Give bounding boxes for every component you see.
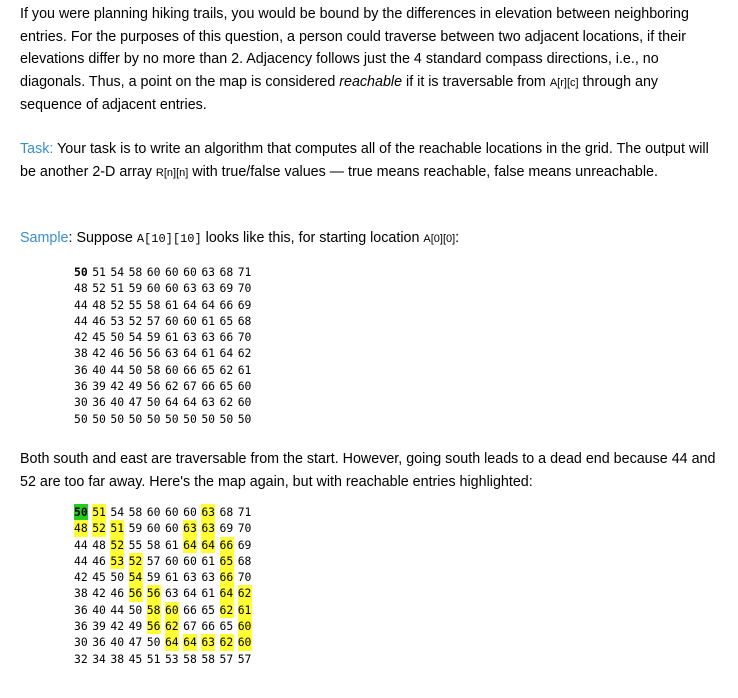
grid-row [74,329,256,345]
grid-cell: 64 [183,635,197,650]
grid-cell: 51 [110,281,125,296]
grid-cell: 66 [219,537,234,552]
grid-cell: 60 [164,505,179,519]
grid-cell: 48 [92,537,106,552]
grid-cell: 59 [146,330,161,345]
sample-text: Suppose [72,230,137,246]
grid-cell: 61 [164,570,179,585]
grid-cell: 32 [74,651,88,666]
grid-cell: 63 [201,570,216,585]
grid-cell: 62 [219,395,234,410]
grid-cell: 48 [74,521,88,536]
grid-cell: 63 [183,281,197,296]
grid-cell: 50 [74,411,88,426]
grid-cell: 36 [92,635,106,650]
grid-cell: 53 [110,553,125,568]
grid-cell: 59 [128,521,143,536]
grid-cell: 36 [74,362,88,377]
grid-cell: 62 [164,619,179,634]
grid-cell: 67 [183,379,197,394]
grid-cell: 60 [237,635,252,650]
grid-cell: 50 [92,411,106,426]
grid-cell: 60 [146,281,161,296]
grid-cell: 61 [201,346,216,361]
grid-cell: 62 [219,602,234,617]
grid-cell: 55 [128,297,143,312]
grid-cell: 42 [92,346,106,361]
grid-cell: 38 [110,651,125,666]
grid-cell: 54 [128,330,143,345]
grid-cell: 62 [219,362,234,377]
grid-cell: 63 [201,281,216,296]
output-array-code: R[n][n] [155,166,189,179]
start-code: A[0][0] [423,233,456,245]
sample-text-end: : [455,230,460,246]
intro-text: If you were planning hiking trails, you would be bound by the differences in elevation between neighboring entries. For the purposes of this question, a person could traverse between two adjacent locations, if their elevations differ by no more than 2. Adjacency follows just the 4 standard compass directions, i.e., no diagonals. Thus, a point on the map is considered [20,6,689,90]
grid-cell: 51 [92,265,106,279]
grid-cell: 63 [201,505,216,519]
grid-cell: 48 [74,281,88,296]
grid-row [74,553,256,569]
grid-row [74,313,256,329]
grid-cell: 42 [92,586,106,601]
grid-cell: 63 [201,635,216,650]
grid-cell: 70 [237,281,252,296]
task-paragraph [20,138,720,184]
grid-cell: 58 [146,297,161,312]
grid-cell: 38 [74,346,88,361]
grid-cell: 51 [92,505,106,519]
grid-cell: 61 [164,297,179,312]
grid-cell: 56 [146,586,161,601]
sample-paragraph [20,227,720,251]
grid-cell: 66 [201,379,216,394]
grid-cell: 68 [237,553,252,568]
grid-cell: 70 [237,330,252,345]
grid-cell: 50 [128,362,143,377]
grid-row [74,634,256,650]
grid-cell: 52 [128,553,143,568]
grid-row [74,280,256,296]
grid-cell: 60 [164,521,179,536]
elevation-grid [74,264,256,427]
grid-cell: 63 [164,586,179,601]
grid-cell: 50 [183,411,197,426]
grid-cell: 66 [201,619,216,634]
grid-cell: 57 [146,553,161,568]
grid-cell: 57 [219,651,234,666]
grid-cell: 66 [183,362,197,377]
grid-cell: 36 [74,619,88,634]
grid-row [74,585,256,601]
grid-cell: 60 [164,265,179,279]
grid-cell: 64 [183,537,197,552]
grid-row [74,264,256,280]
grid-cell: 59 [128,281,143,296]
grid-cell: 70 [237,521,252,536]
grid-cell: 64 [219,586,234,601]
grid-cell: 56 [146,619,161,634]
grid-cell: 65 [219,619,234,634]
grid-cell: 64 [183,586,197,601]
grid-cell: 52 [128,313,143,328]
grid-cell: 49 [128,619,143,634]
grid-cell: 36 [92,395,106,410]
array-code: A[10][10] [136,232,202,246]
grid-cell: 66 [183,602,197,617]
grid-cell: 60 [164,602,179,617]
grid-cell: 50 [164,411,179,426]
grid-cell: 50 [110,330,125,345]
grid-cell: 64 [183,346,197,361]
grid-cell: 50 [237,411,252,426]
grid-cell: 56 [146,379,161,394]
grid-cell: 63 [183,521,197,536]
grid-cell: 63 [201,265,216,279]
grid-cell: 44 [74,297,88,312]
grid-cell: 58 [201,651,216,666]
grid-cell: 52 [92,281,106,296]
grid-cell: 40 [110,395,125,410]
grid-cell: 54 [128,570,143,585]
grid-cell: 63 [201,330,216,345]
grid-cell: 65 [201,362,216,377]
task-text-cont: with true/false values — true means reachable, false means unreachable. [188,163,658,180]
grid-row [74,345,256,361]
grid-cell: 60 [164,362,179,377]
grid-row [74,537,256,553]
grid-row [74,651,256,667]
grid-cell: 30 [74,635,88,650]
grid-cell: 40 [110,635,125,650]
grid-cell: 50 [74,265,88,279]
grid-cell: 67 [183,619,197,634]
grid-cell: 54 [110,505,125,519]
grid-cell: 58 [146,537,161,552]
grid-cell: 51 [146,651,161,666]
grid-cell: 46 [92,553,106,568]
grid-cell: 38 [74,586,88,601]
grid-cell: 53 [110,313,125,328]
grid-cell: 56 [146,346,161,361]
grid-cell: 66 [219,297,234,312]
grid-cell: 42 [110,619,125,634]
grid-cell: 44 [110,602,125,617]
grid-cell: 44 [74,553,88,568]
grid-cell: 61 [237,362,252,377]
grid-cell: 46 [110,586,125,601]
grid-cell: 42 [110,379,125,394]
grid-row [74,520,256,536]
grid-cell: 65 [201,602,216,617]
grid-cell: 61 [237,602,252,617]
grid-cell: 42 [74,570,88,585]
grid-cell: 62 [237,586,252,601]
explanation-paragraph: Both south and east are traversable from the start. However, going south leads to a dead end because 44 and 52 are too far away. Here's the map again, but with reachable entries highlighted: [20,451,716,490]
grid-row [74,602,256,618]
sample-label: Sample [20,230,69,246]
task-label: Task: [20,141,54,157]
grid-cell: 39 [92,619,106,634]
grid-cell: 62 [219,635,234,650]
grid-cell: 42 [74,330,88,345]
grid-cell: 36 [74,602,88,617]
grid-cell: 50 [146,395,161,410]
grid-cell: 50 [110,570,125,585]
grid-cell: 69 [237,297,252,312]
grid-cell: 63 [183,330,197,345]
grid-cell: 59 [146,570,161,585]
grid-cell: 50 [128,411,143,426]
grid-cell: 58 [146,602,161,617]
grid-cell: 50 [201,411,216,426]
grid-cell: 45 [92,330,106,345]
grid-cell: 61 [164,330,179,345]
reachable-grid [74,504,256,667]
grid-cell: 68 [219,505,234,519]
grid-cell: 30 [74,395,88,410]
grid-cell: 64 [201,537,216,552]
grid-cell: 49 [128,379,143,394]
grid-cell: 69 [219,521,234,536]
grid-cell: 34 [92,651,106,666]
grid-cell: 64 [201,297,216,312]
grid-cell: 65 [219,379,234,394]
grid-cell: 69 [219,281,234,296]
grid-row [74,394,256,410]
grid-cell: 60 [164,313,179,328]
grid-row [74,411,256,427]
grid-cell: 50 [110,411,125,426]
grid-cell: 71 [237,265,252,279]
grid-cell: 58 [146,362,161,377]
intro-paragraph [20,3,720,117]
grid-cell: 51 [110,521,125,536]
grid-cell: 71 [237,505,252,519]
grid-cell: 60 [237,379,252,394]
grid-cell: 40 [92,362,106,377]
grid-cell: 58 [128,505,143,519]
grid-row [74,618,256,634]
grid-cell: 47 [128,395,143,410]
grid-cell: 63 [201,395,216,410]
grid-cell: 60 [146,521,161,536]
grid-cell: 47 [128,635,143,650]
grid-cell: 45 [92,570,106,585]
grid-cell: 60 [146,505,161,519]
grid-cell: 44 [110,362,125,377]
reachable-term: reachable [339,73,403,90]
grid-cell: 64 [183,297,197,312]
grid-cell: 69 [237,537,252,552]
grid-cell: 64 [219,346,234,361]
grid-cell: 63 [201,521,216,536]
grid-cell: 66 [219,570,234,585]
grid-cell: 40 [92,602,106,617]
grid-cell: 44 [74,313,88,328]
grid-cell: 52 [92,521,106,536]
grid-cell: 60 [183,553,197,568]
grid-cell: 68 [237,313,252,328]
grid-cell: 50 [146,635,161,650]
grid-cell: 54 [110,265,125,279]
grid-cell: 66 [219,330,234,345]
grid-cell: 62 [237,346,252,361]
grid-cell: 50 [128,602,143,617]
grid-cell: 64 [164,635,179,650]
grid-cell: 52 [110,297,125,312]
grid-cell: 39 [92,379,106,394]
grid-cell: 55 [128,537,143,552]
grid-cell: 61 [201,586,216,601]
grid-cell: 46 [92,313,106,328]
grid-cell: 45 [128,651,143,666]
grid-cell: 60 [237,619,252,634]
start-location-code: A[r][c] [549,76,579,89]
grid-cell: 60 [164,553,179,568]
grid-cell: 50 [146,411,161,426]
grid-cell: 60 [146,265,161,279]
grid-cell: 36 [74,379,88,394]
grid-cell: 56 [128,346,143,361]
grid-row [74,362,256,378]
grid-cell: 57 [237,651,252,666]
grid-cell: 53 [164,651,179,666]
grid-cell: 60 [183,505,197,519]
grid-cell: 64 [164,395,179,410]
grid-cell: 65 [219,553,234,568]
grid-cell: 50 [74,505,88,519]
grid-cell: 60 [183,265,197,279]
grid-cell: 64 [183,395,197,410]
grid-row [74,504,256,520]
intro-text-end: through any sequence of adjacent entries. [20,73,659,113]
grid-cell: 44 [74,537,88,552]
grid-cell: 60 [237,395,252,410]
grid-cell: 52 [110,537,125,552]
grid-cell: 58 [183,651,197,666]
task-text: Your task is to write an algorithm that computes all of the reachable locations in the grid. The output will be another 2-D array [20,141,709,180]
grid-cell: 58 [128,265,143,279]
grid-cell: 62 [164,379,179,394]
grid-cell: 63 [164,346,179,361]
grid-cell: 57 [146,313,161,328]
grid-cell: 61 [164,537,179,552]
grid-cell: 46 [110,346,125,361]
grid-cell: 70 [237,570,252,585]
intro-text-cont: if it is traversable from [402,73,550,90]
sample-colon: : [68,230,73,246]
sample-text-cont: looks like this, for starting location [201,230,424,246]
grid-cell: 61 [201,553,216,568]
grid-cell: 50 [219,411,234,426]
grid-cell: 60 [164,281,179,296]
grid-cell: 48 [92,297,106,312]
grid-cell: 60 [183,313,197,328]
grid-cell: 65 [219,313,234,328]
grid-cell: 56 [128,586,143,601]
grid-cell: 61 [201,313,216,328]
grid-row [74,569,256,585]
grid-cell: 63 [183,570,197,585]
grid-row [74,297,256,313]
grid-cell: 68 [219,265,234,279]
grid-row [74,378,256,394]
